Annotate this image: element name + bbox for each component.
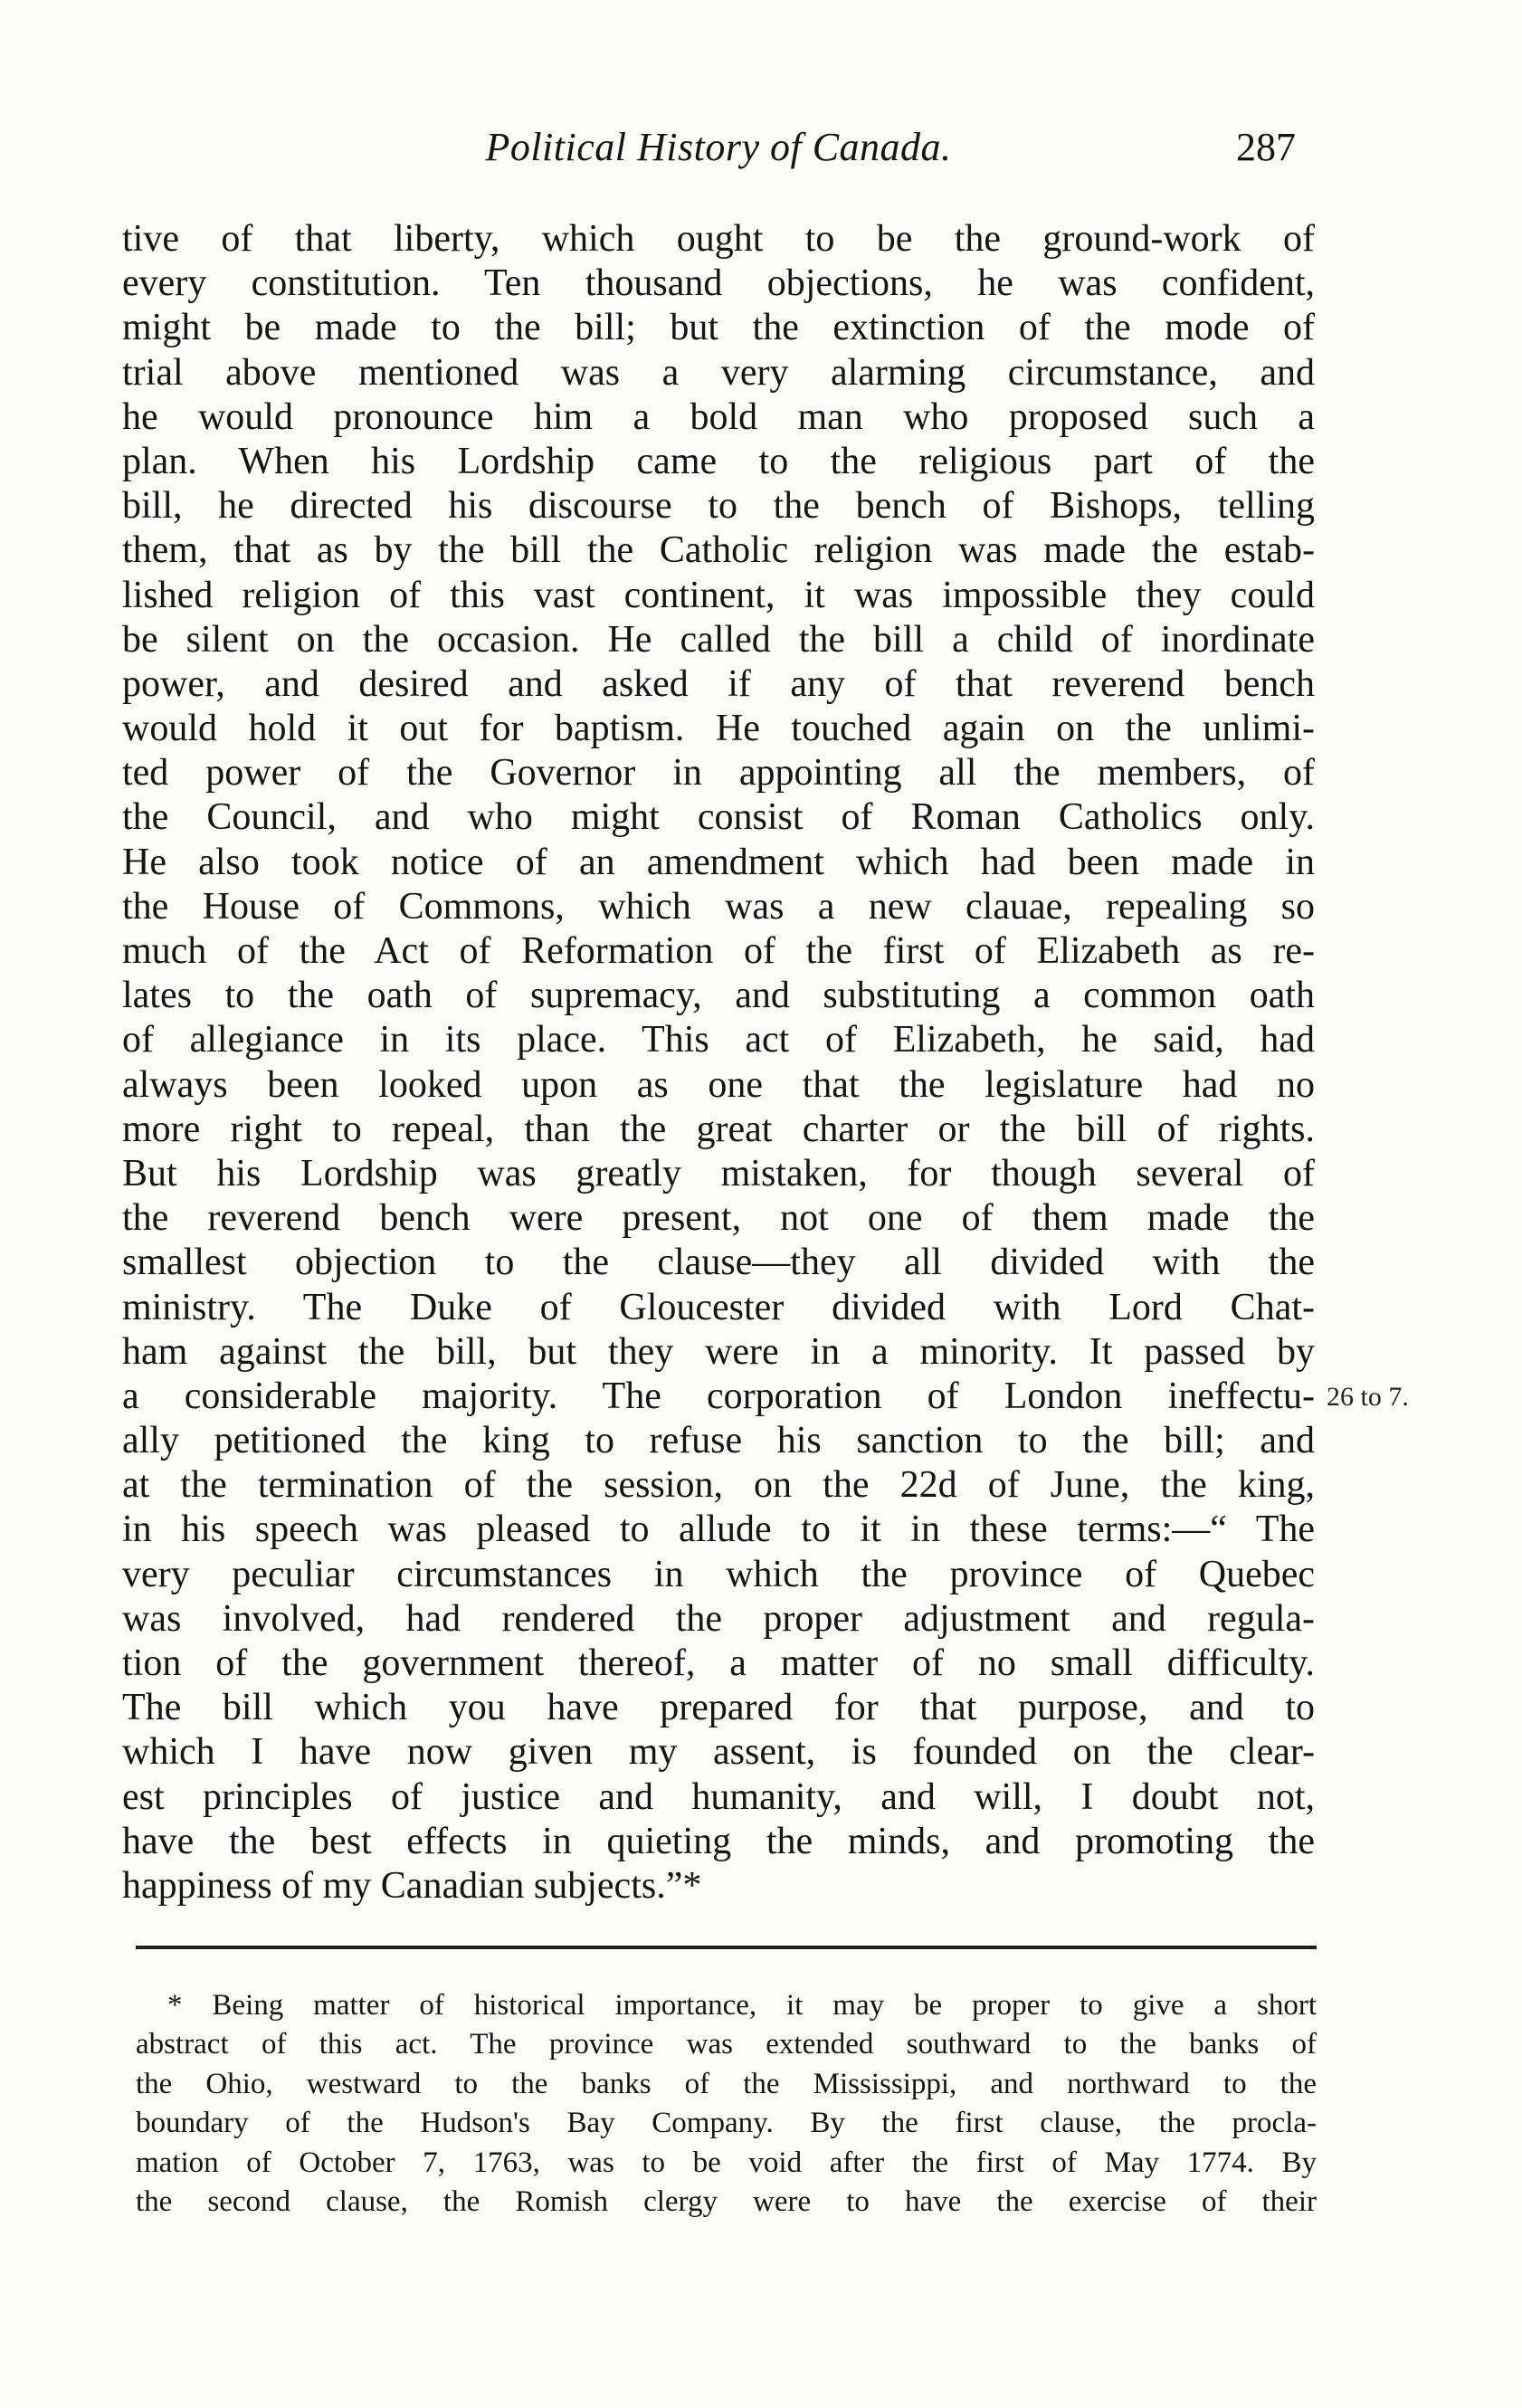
text-line: be silent on the occasion. He called the bill a child of inordinate <box>122 618 1315 661</box>
footnote-line: mation of October 7, 1763, was to be void after the first of May 1774. By <box>136 2146 1317 2179</box>
page-number: 287 <box>1236 125 1296 169</box>
text-line: ally petitioned the king to refuse his sanction to the bill; and <box>122 1420 1315 1462</box>
text-line: more right to repeal, than the great charter or the bill of rights. <box>122 1108 1315 1150</box>
text-line: was involved, had rendered the proper adjustment and regula- <box>122 1597 1315 1640</box>
text-line: ted power of the Governor in appointing all the members, of <box>122 752 1315 795</box>
margin-note: 26 to 7. <box>1327 1382 1409 1412</box>
text-line: very peculiar circumstances in which the province of Quebec <box>122 1553 1315 1595</box>
text-line: the reverend bench were present, not one of them made the <box>122 1197 1315 1240</box>
footnote-line: the Ohio, westward to the banks of the Mississippi, and northward to the <box>136 2067 1317 2100</box>
text-line: ministry. The Duke of Gloucester divided with Lord Chat- <box>122 1286 1315 1328</box>
footnote <box>136 1986 1317 2222</box>
footnote-rule <box>136 1946 1317 1949</box>
footnote-line: the second clause, the Romish clergy were to have the exercise of their <box>136 2184 1317 2218</box>
text-line: power, and desired and asked if any of that reverend bench <box>122 662 1315 705</box>
text-line: a considerable majority. The corporation of London ineffectu- <box>122 1375 1315 1417</box>
text-line: est principles of justice and humanity, and will, I doubt not, <box>122 1775 1315 1818</box>
text-line: the House of Commons, which was a new clauae, repealing so <box>122 885 1315 928</box>
text-line: ham against the bill, but they were in a minority. It passed by <box>122 1330 1315 1373</box>
text-line: trial above mentioned was a very alarming circumstance, and <box>122 351 1315 394</box>
text-line: might be made to the bill; but the extinction of the mode of <box>122 307 1315 349</box>
text-line: have the best effects in quieting the minds, and promoting the <box>122 1820 1315 1862</box>
text-line: at the termination of the session, on the 22d of June, the king, <box>122 1464 1315 1507</box>
running-title: Political History of Canada. <box>485 125 952 169</box>
text-line: But his Lordship was greatly mistaken, for though several of <box>122 1152 1315 1194</box>
text-line: tion of the government thereof, a matter of no small difficulty. <box>122 1642 1315 1684</box>
text-line: lates to the oath of supremacy, and substituting a common oath <box>122 975 1315 1017</box>
text-line: would hold it out for baptism. He touched again on the unlimi- <box>122 708 1315 750</box>
footnote-line: boundary of the Hudson's Bay Company. By the first clause, the procla- <box>136 2107 1317 2140</box>
text-line-last: happiness of my Canadian subjects.”* <box>122 1864 702 1907</box>
text-line: much of the Act of Reformation of the first of Elizabeth as re- <box>122 930 1315 972</box>
text-line: smallest objection to the clause—they all divided with the <box>122 1242 1315 1284</box>
text-line: them, that as by the bill the Catholic religion was made the estab- <box>122 529 1315 572</box>
footnote-line: abstract of this act. The province was extended southward to the banks of <box>136 2028 1317 2061</box>
text-line: the Council, and who might consist of Roman Catholics only. <box>122 796 1315 839</box>
body-text <box>122 217 1315 1908</box>
text-line: The bill which you have prepared for that purpose, and to <box>122 1687 1315 1729</box>
footnote-line: * Being matter of historical importance, it may be proper to give a short <box>167 1989 1317 2022</box>
text-line: he would pronounce him a bold man who proposed such a <box>122 395 1315 438</box>
text-line: He also took notice of an amendment which had been made in <box>122 841 1315 883</box>
text-line: of allegiance in its place. This act of Elizabeth, he said, had <box>122 1019 1315 1061</box>
text-line: every constitution. Ten thousand objections, he was confident, <box>122 262 1315 305</box>
text-line: always been looked upon as one that the legislature had no <box>122 1063 1315 1106</box>
text-line: in his speech was pleased to allude to it in these terms:—“ The <box>122 1509 1315 1551</box>
text-line: tive of that liberty, which ought to be the ground-work of <box>122 218 1315 260</box>
text-line: which I have now given my assent, is founded on the clear- <box>122 1731 1315 1774</box>
text-line: lished religion of this vast continent, it was impossible they could <box>122 574 1315 616</box>
text-line: plan. When his Lordship came to the religious part of the <box>122 440 1315 482</box>
text-line: bill, he directed his discourse to the bench of Bishops, telling <box>122 485 1315 528</box>
